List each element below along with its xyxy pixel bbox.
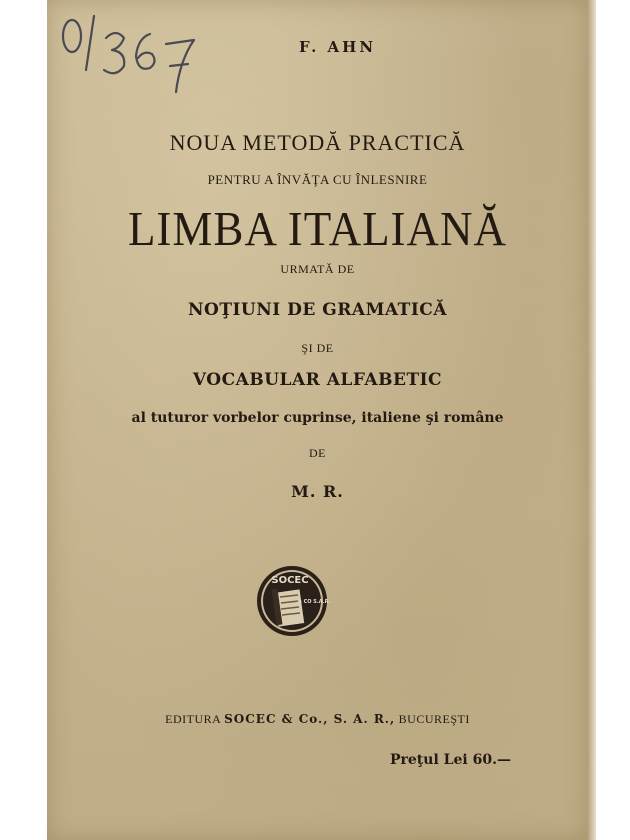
title-line-method: NOUA METODĂ PRACTICĂ xyxy=(169,130,466,155)
price-label: Preţul Lei 60.— xyxy=(390,752,511,768)
title-line-vocabulary: VOCABULAR ALFABETIC xyxy=(192,370,443,390)
publisher-city: BUCUREŞTI xyxy=(398,712,470,726)
publisher-logo-icon xyxy=(254,563,330,639)
title-line-and: ŞI DE xyxy=(301,341,334,355)
page-edge xyxy=(588,0,596,840)
publisher-prefix: EDITURA xyxy=(165,712,221,726)
title-line-description: al tuturor vorbelor cuprinse, italiene şi române xyxy=(131,410,504,426)
title-line-followed-by: URMATĂ DE xyxy=(280,262,355,276)
logo-text-socec: SOCEC xyxy=(271,575,309,586)
logo-text-side: & CO S.A.R. xyxy=(297,599,330,605)
author-initials: M. R. xyxy=(291,482,344,501)
main-title: LIMBA ITALIANĂ xyxy=(127,202,508,256)
title-line-purpose: PENTRU A ÎNVĂŢA CU ÎNLESNIRE xyxy=(207,172,428,187)
title-line-by: DE xyxy=(309,446,326,460)
publisher-name: SOCEC & Co., S. A. R., xyxy=(224,712,396,726)
publisher-line xyxy=(47,712,588,727)
handwritten-catalog-note xyxy=(58,8,208,108)
author-name: F. AHN xyxy=(298,38,377,56)
title-line-grammar: NOŢIUNI DE GRAMATICĂ xyxy=(187,300,448,320)
